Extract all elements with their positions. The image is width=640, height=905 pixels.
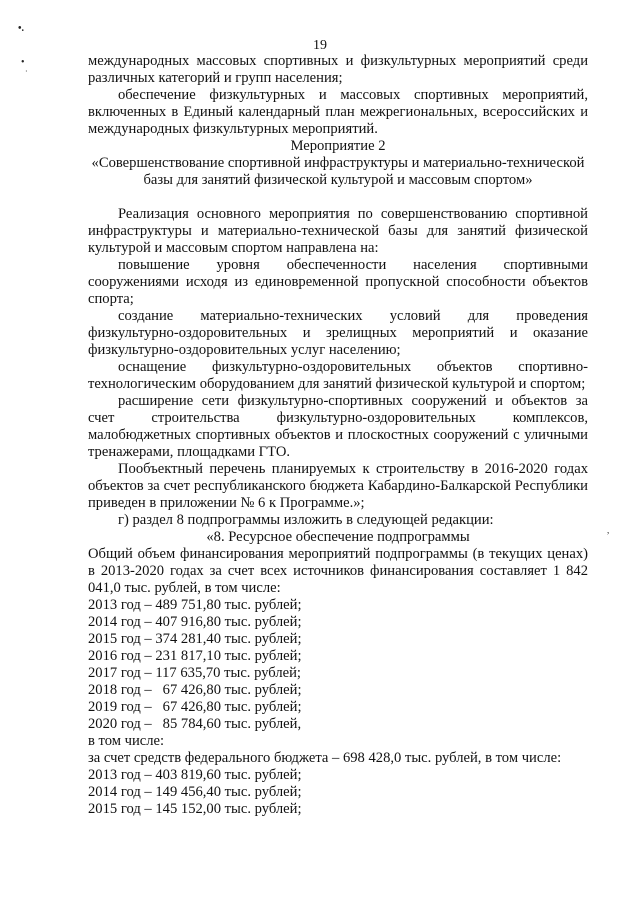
list-item: расширение сети физкультурно-спортивных сооружений и объектов за счет строительства физкультурно-оздоровительных комплексов, малобюджетных спортивных объектов и плоскостных сооружений с уличными тренажерами, площадками ГТО.: [88, 393, 588, 460]
paragraph: в том числе:: [88, 733, 165, 749]
funding-line: 2014 год – 149 456,40 тыс. рублей;: [88, 784, 302, 800]
funding-line: 2015 год – 145 152,00 тыс. рублей;: [88, 801, 302, 817]
list-item: создание материально-технических условий для проведения физкультурно-оздоровительных и зрелищных мероприятий и оказание физкультурно-оздоровительных услуг населению;: [88, 308, 588, 358]
page-number: 19: [313, 38, 327, 53]
funding-line: 2020 год – 85 784,60 тыс. рублей,: [88, 716, 302, 732]
scan-mark: •: [21, 57, 25, 68]
funding-line: 2013 год – 403 819,60 тыс. рублей;: [88, 767, 302, 783]
paragraph: Реализация основного мероприятия по совершенствованию спортивной инфраструктуры и материально-технической базы для занятий физической культурой и массовым спортом направлена на:: [88, 206, 588, 256]
funding-line: 2013 год – 489 751,80 тыс. рублей;: [88, 597, 302, 613]
scan-mark: ,: [607, 525, 610, 535]
list-item: повышение уровня обеспеченности населения спортивными сооружениями исходя из единовременной пропускной способности объектов спорта;: [88, 257, 588, 307]
paragraph: международных массовых спортивных и физкультурных мероприятий среди различных категорий и групп населения;: [88, 53, 588, 86]
paragraph: обеспечение физкультурных и массовых спортивных мероприятий, включенных в Единый календарный план межрегиональных, всероссийских и международных физкультурных мероприятий.: [88, 87, 588, 137]
funding-line: 2019 год – 67 426,80 тыс. рублей;: [88, 699, 302, 715]
funding-line: 2018 год – 67 426,80 тыс. рублей;: [88, 682, 302, 698]
funding-line: 2017 год – 117 635,70 тыс. рублей;: [88, 665, 301, 681]
paragraph: Общий объем финансирования мероприятий подпрограммы (в текущих ценах) в 2013-2020 годах за счет всех источников финансирования составляет 1 842 041,0 тыс. рублей, в том числе:: [88, 546, 588, 596]
scan-mark: ·: [25, 67, 28, 76]
list-item: оснащение физкультурно-оздоровительных объектов спортивно-технологическим оборудованием для занятий физической культурой и спортом;: [88, 359, 588, 392]
funding-line: 2015 год – 374 281,40 тыс. рублей;: [88, 631, 302, 647]
paragraph: за счет средств федерального бюджета – 698 428,0 тыс. рублей, в том числе:: [88, 750, 562, 766]
funding-line: 2014 год – 407 916,80 тыс. рублей;: [88, 614, 302, 630]
section-subheading: «Совершенствование спортивной инфраструктуры и материально-технической базы для занятий физической культурой и массовым спортом»: [91, 155, 585, 188]
funding-line: 2016 год – 231 817,10 тыс. рублей;: [88, 648, 302, 664]
section-heading: «8. Ресурсное обеспечение подпрограммы: [206, 529, 470, 545]
scan-mark: •.: [18, 23, 25, 34]
paragraph: Пообъектный перечень планируемых к строительству в 2016-2020 годах объектов за счет республиканского бюджета Кабардино-Балкарской Республики приведен в приложении № 6 к Программе.»;: [88, 461, 588, 511]
paragraph: г) раздел 8 подпрограммы изложить в следующей редакции:: [118, 512, 494, 528]
section-heading: Мероприятие 2: [290, 138, 386, 154]
document-body: [88, 53, 588, 818]
